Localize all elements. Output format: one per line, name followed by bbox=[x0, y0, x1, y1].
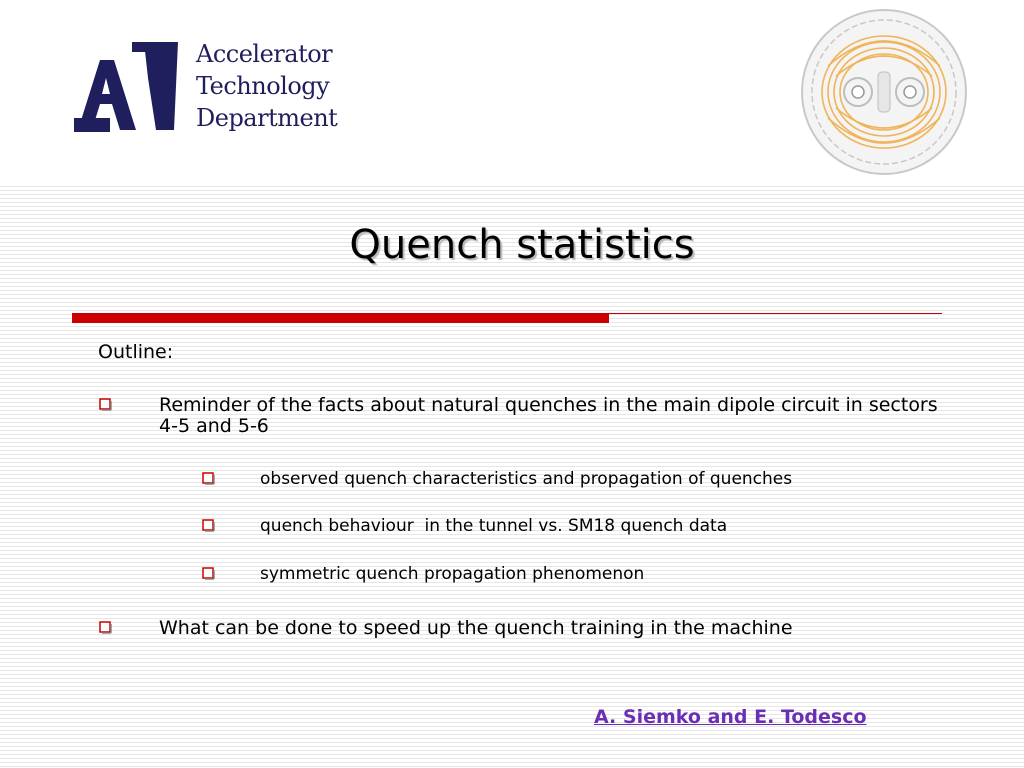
sub-bullet-text: quench behaviour in the tunnel vs. SM18 quench data bbox=[260, 516, 728, 536]
sub-bullet-text: symmetric quench propagation phenomenon bbox=[260, 564, 645, 584]
title-divider-thin bbox=[609, 313, 942, 314]
title-divider bbox=[72, 313, 609, 323]
magnet-cross-section-emblem-icon bbox=[798, 6, 970, 178]
slide-title: Quench statistics bbox=[349, 222, 695, 268]
authors-link[interactable]: A. Siemko and E. Todesco bbox=[594, 706, 867, 728]
department-name bbox=[196, 38, 337, 134]
hollow-square-bullet-icon bbox=[202, 519, 215, 532]
atd-logo-icon bbox=[74, 38, 182, 134]
logo-line-3: Department bbox=[196, 104, 338, 132]
outline-label: Outline: bbox=[98, 341, 174, 363]
hollow-square-bullet-icon bbox=[202, 472, 215, 485]
sub-bullet-text: observed quench characteristics and propagation of quenches bbox=[260, 469, 793, 489]
bullet-text: Reminder of the facts about natural quenches in the main dipole circuit in sectors 4-5 and 5-6 bbox=[159, 394, 938, 437]
hollow-square-bullet-icon bbox=[99, 398, 112, 411]
logo-line-2: Technology bbox=[196, 72, 330, 100]
hollow-square-bullet-icon bbox=[99, 621, 112, 634]
logo-line-1: Accelerator bbox=[196, 40, 333, 68]
bullet-text: What can be done to speed up the quench training in the machine bbox=[159, 617, 793, 639]
hollow-square-bullet-icon bbox=[202, 567, 215, 580]
